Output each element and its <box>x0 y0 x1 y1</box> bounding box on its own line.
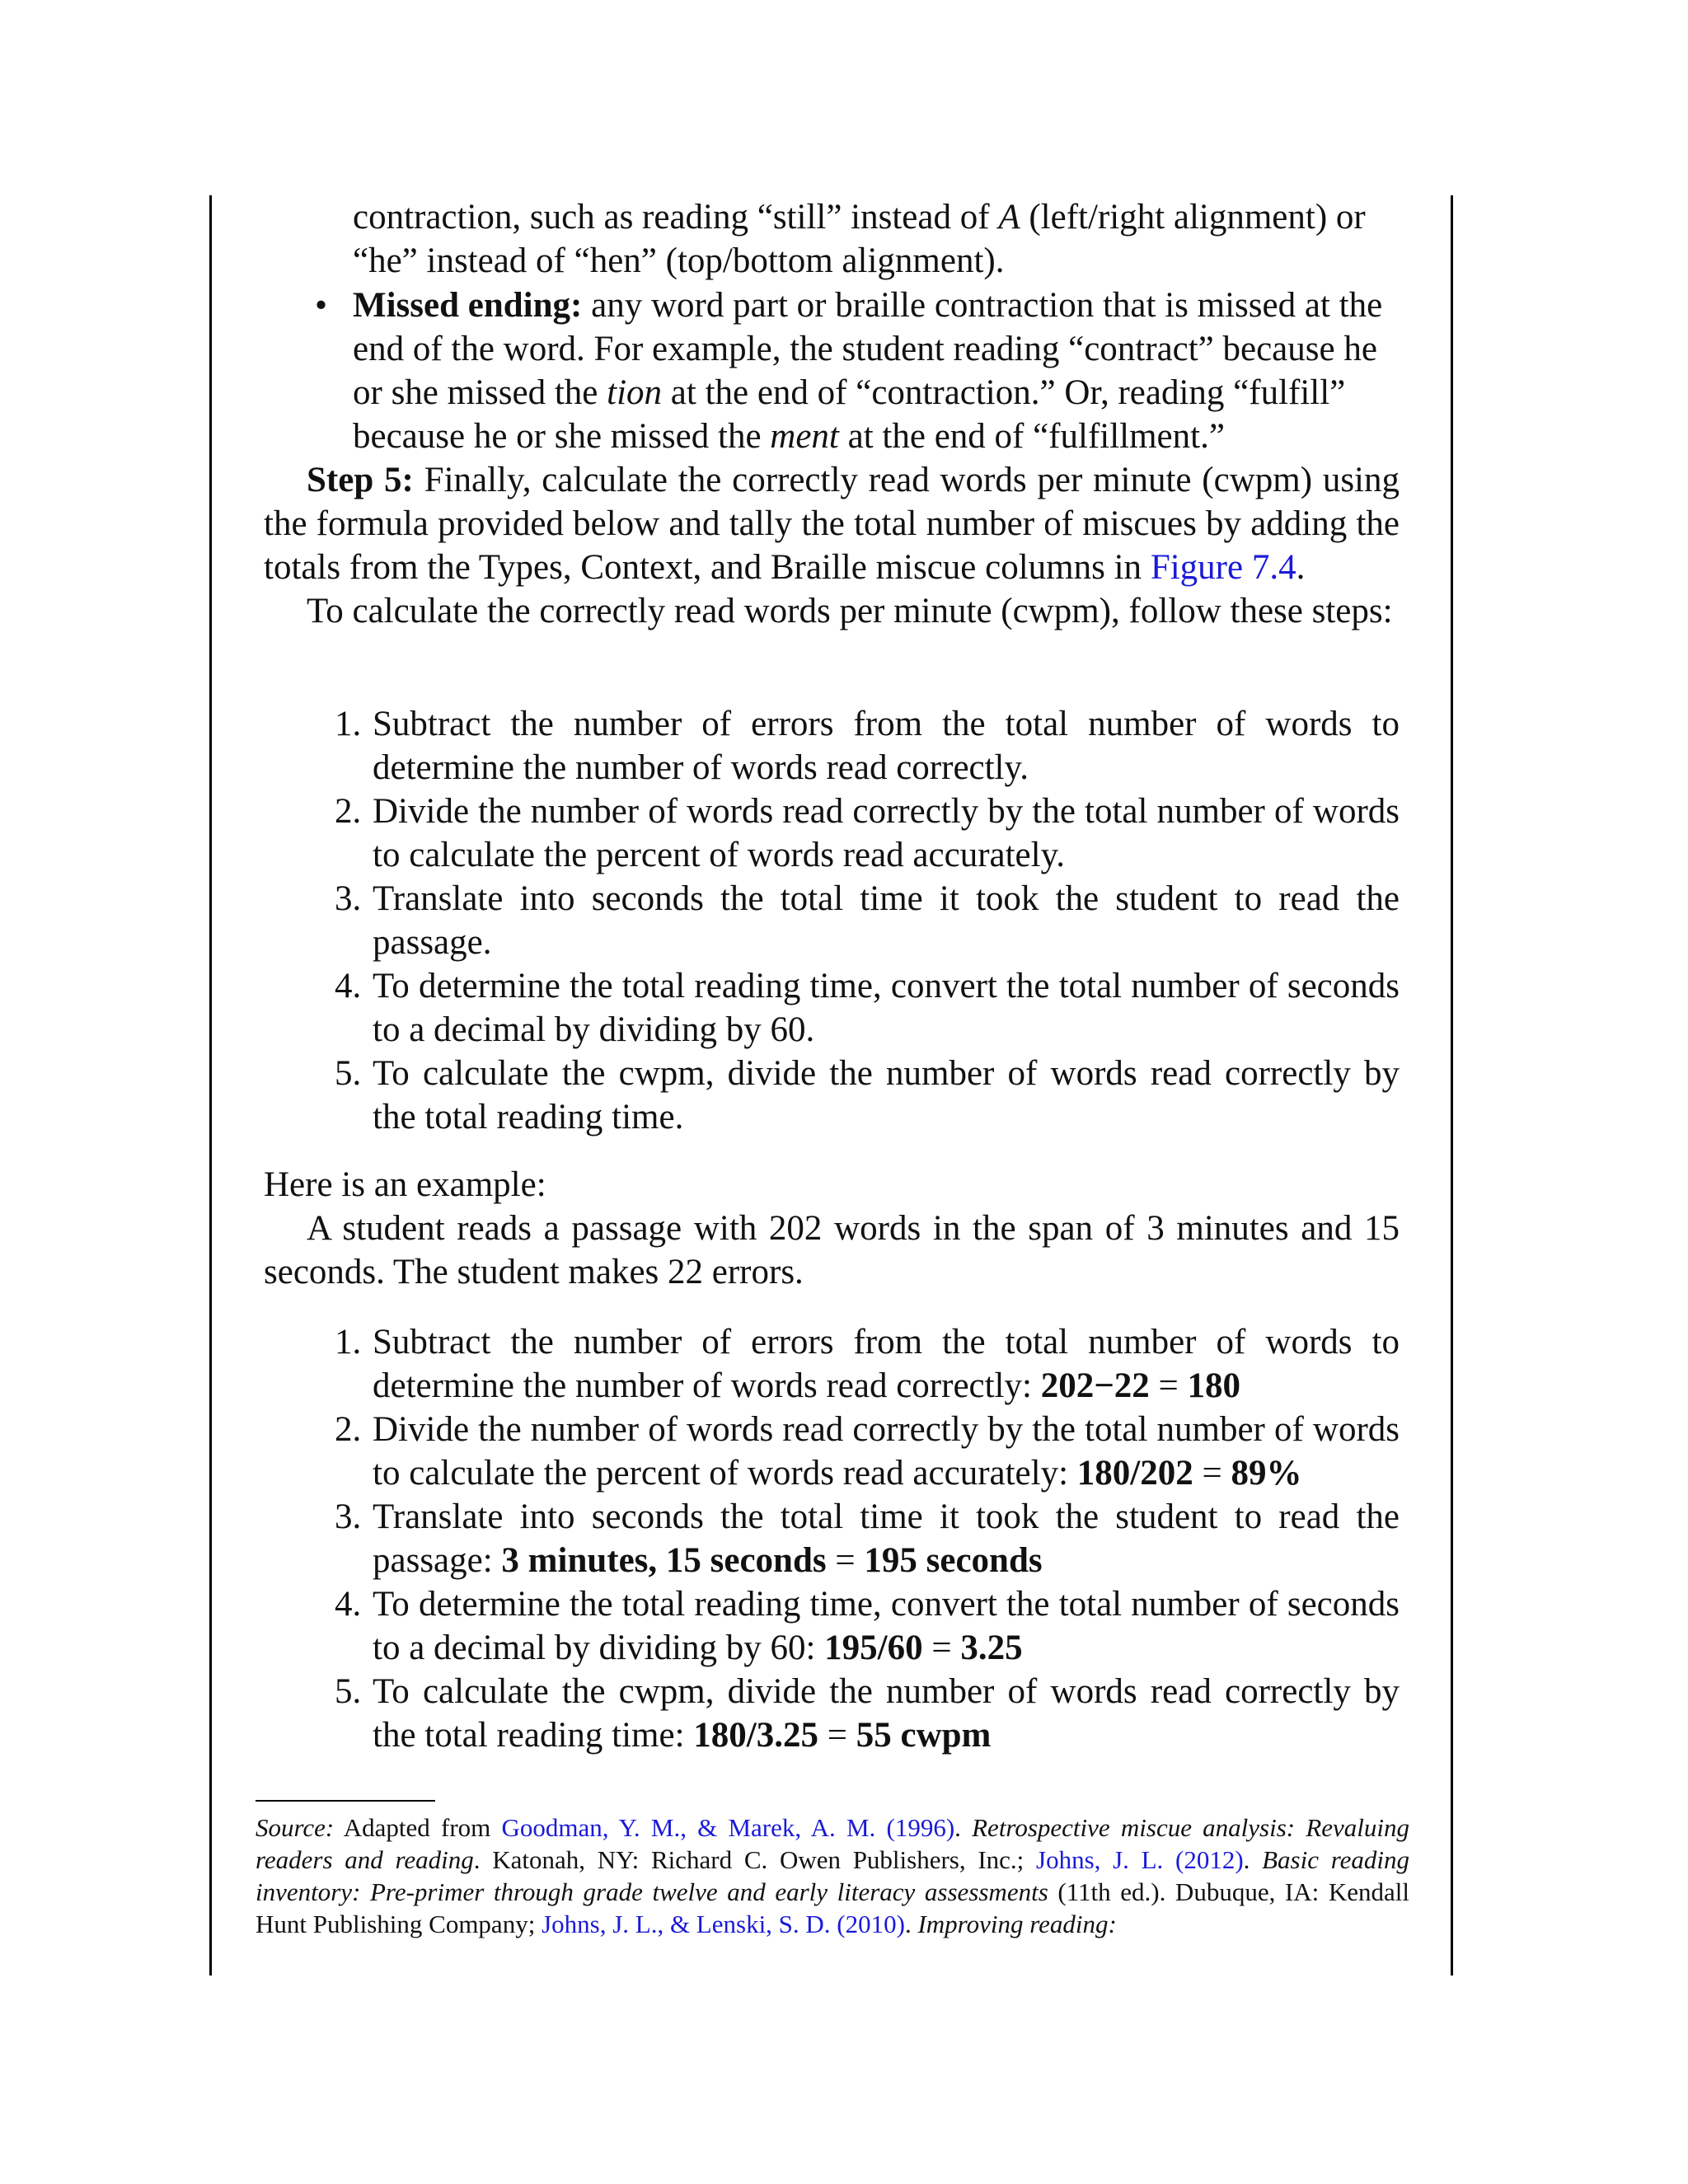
list-item: 3. Translate into seconds the total time it took the student to read the passage: 3 minutes, 15 seconds = 195 seconds <box>335 1497 1400 1580</box>
citation-link-johns-2012[interactable]: Johns, J. L. (2012) <box>1036 1845 1244 1874</box>
italic-letter: A <box>998 198 1020 237</box>
step5-label: Step 5: <box>307 461 414 499</box>
list-item: 1. Subtract the number of errors from the total number of words to determine the number of words read correctly: 202−22 = 180 <box>335 1323 1400 1405</box>
example-steps-list <box>264 1320 1400 1757</box>
source-label: Source: <box>256 1813 335 1842</box>
citation-link-johns-lenski[interactable]: Johns, J. L., & Lenski, S. D. (2010) <box>542 1910 905 1938</box>
bullet-continuation: contraction, such as reading “still” instead of A (left/right alignment) or “he” instead of “hen” (top/bottom alignment). <box>353 198 1366 280</box>
source-footnote: Source: Adapted from Goodman, Y. M., & Marek, A. M. (1996). Retrospective miscue analysis: Revaluing readers and reading. Katonah, NY: Richard C. Owen Publishers, Inc.; Johns, J. L. (2012). Basic reading inventory: Pre-primer through grade twelve and early literacy assessments (11th ed.). Dubuque, IA: Kendall Hunt Publishing Company; Johns, J. L., & Lenski, S. D. (2010). Improving reading: <box>256 1813 1409 1938</box>
right-margin-rule <box>1451 195 1453 1975</box>
list-item: 5. To calculate the cwpm, divide the number of words read correctly by the total reading time. <box>335 1054 1400 1137</box>
list-item: 4. To determine the total reading time, convert the total number of seconds to a decimal by dividing by 60. <box>335 967 1400 1049</box>
list-item: 2. Divide the number of words read correctly by the total number of words to calculate the percent of words read accurately: 180/202 = 89% <box>335 1410 1400 1493</box>
bullet-dot: • <box>315 286 328 325</box>
bullet-label: Missed ending: <box>353 286 583 325</box>
list-item: 3. Translate into seconds the total time it took the student to read the passage. <box>335 879 1400 962</box>
footnote-rule <box>256 1800 435 1802</box>
step5-paragraph: Step 5: Finally, calculate the correctly read words per minute (cwpm) using the formula provided below and tally the total number of miscues by adding the totals from the Types, Context, and Braille miscue columns in Figure 7.4. <box>264 461 1400 587</box>
figure-link[interactable]: Figure 7.4 <box>1150 548 1296 587</box>
example-paragraph: A student reads a passage with 202 words in the span of 3 minutes and 15 seconds. The student makes 22 errors. <box>264 1209 1400 1291</box>
left-margin-rule <box>209 195 212 1975</box>
list-item: 5. To calculate the cwpm, divide the number of words read correctly by the total reading time: 180/3.25 = 55 cwpm <box>335 1672 1400 1755</box>
citation-link-goodman[interactable]: Goodman, Y. M., & Marek, A. M. (1996) <box>501 1813 955 1842</box>
bullet-missed-ending: • Missed ending: any word part or braille contraction that is missed at the end of the word. For example, the student reading “contract” because he or she missed the tion at the end of “contraction.” Or, reading “fulfill” because he or she missed the ment at the end of “fulfillment.” <box>353 284 1400 458</box>
steps-list <box>264 702 1400 1139</box>
list-item: 2. Divide the number of words read correctly by the total number of words to calculate the percent of words read accurately. <box>335 792 1400 874</box>
example-heading: Here is an example: <box>264 1165 546 1204</box>
steps-intro: To calculate the correctly read words per minute (cwpm), follow these steps: <box>307 592 1393 630</box>
list-item: 4. To determine the total reading time, convert the total number of seconds to a decimal by dividing by 60: 195/60 = 3.25 <box>335 1585 1400 1667</box>
list-item: 1. Subtract the number of errors from the total number of words to determine the number of words read correctly. <box>335 705 1400 787</box>
